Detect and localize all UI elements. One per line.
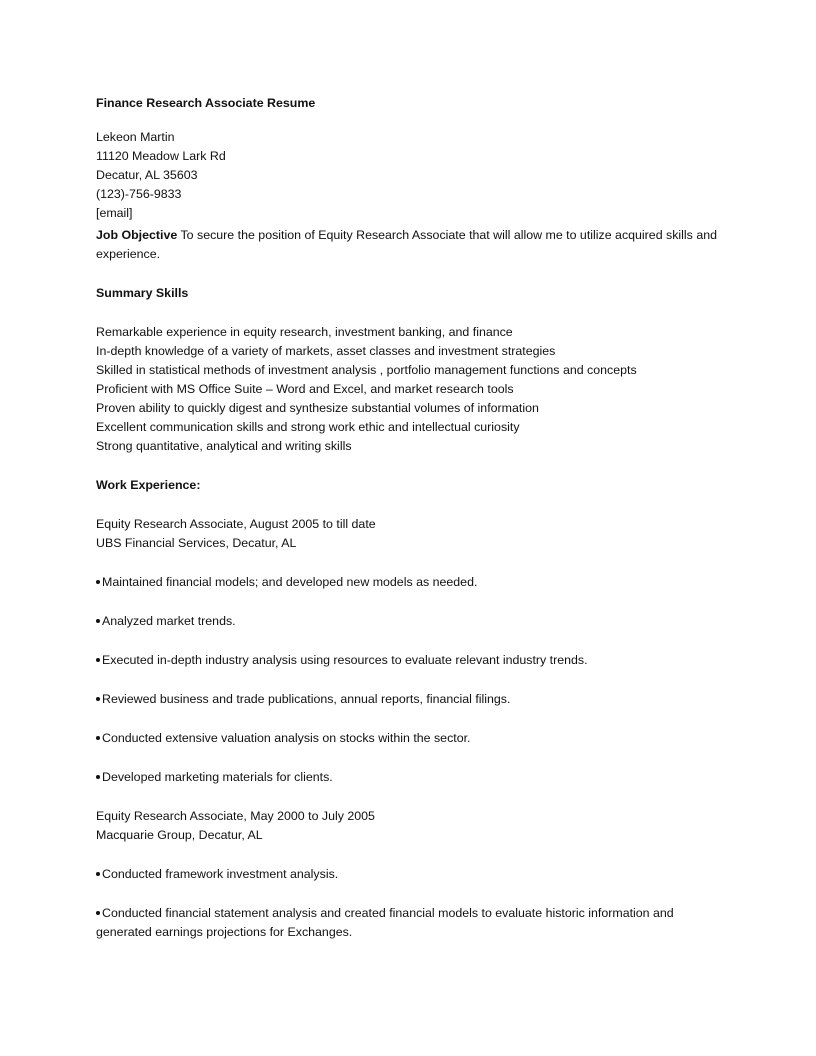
skill-item: Skilled in statistical methods of investment analysis , portfolio management functions and concepts	[96, 363, 637, 377]
job-bullet-text: Reviewed business and trade publications, annual reports, financial filings.	[102, 692, 511, 706]
bullet-icon	[96, 580, 100, 584]
spacer	[96, 631, 726, 651]
skill-item: Remarkable experience in equity research, investment banking, and finance	[96, 325, 513, 339]
contact-street: 11120 Meadow Lark Rd	[96, 149, 226, 163]
job-company: Macquarie Group, Decatur, AL	[96, 828, 263, 842]
job-bullet-text: Executed in-depth industry analysis using resources to evaluate relevant industry trends.	[102, 653, 588, 667]
spacer	[96, 456, 726, 476]
job-bullet	[96, 651, 726, 670]
resume-content	[96, 94, 726, 942]
spacer	[96, 264, 726, 284]
job-bullet	[96, 729, 726, 748]
job-bullet-text: Conducted financial statement analysis and created financial models to evaluate historic information and generated earnings projections for Exchanges.	[96, 906, 674, 939]
spacer	[96, 592, 726, 612]
contact-name: Lekeon Martin	[96, 130, 175, 144]
spacer	[96, 670, 726, 690]
contact-email: [email]	[96, 206, 133, 220]
bullet-icon	[96, 658, 100, 662]
job-objective	[96, 226, 726, 264]
skill-item: Excellent communication skills and strong work ethic and intellectual curiosity	[96, 420, 520, 434]
spacer	[96, 787, 726, 807]
job-bullet	[96, 612, 726, 631]
spacer	[96, 303, 726, 323]
job-company: UBS Financial Services, Decatur, AL	[96, 536, 297, 550]
job-bullet	[96, 690, 726, 709]
job-bullet	[96, 865, 726, 884]
bullet-icon	[96, 736, 100, 740]
bullet-icon	[96, 872, 100, 876]
spacer	[96, 495, 726, 515]
experience-heading: Work Experience:	[96, 478, 201, 492]
job-bullet-text: Maintained financial models; and developed new models as needed.	[102, 575, 478, 589]
job-entry	[96, 807, 726, 942]
job-entry	[96, 515, 726, 787]
skill-item: In-depth knowledge of a variety of markets, asset classes and investment strategies	[96, 344, 556, 358]
job-bullet	[96, 768, 726, 787]
skills-list	[96, 323, 726, 456]
job-bullet-text: Analyzed market trends.	[102, 614, 236, 628]
job-objective-label: Job Objective	[96, 228, 178, 242]
skill-item: Proficient with MS Office Suite – Word and Excel, and market research tools	[96, 382, 514, 396]
spacer	[96, 845, 726, 865]
job-bullet-text: Conducted extensive valuation analysis on stocks within the sector.	[102, 731, 471, 745]
bullet-icon	[96, 697, 100, 701]
skills-heading: Summary Skills	[96, 286, 189, 300]
job-bullet-text: Conducted framework investment analysis.	[102, 867, 339, 881]
job-role: Equity Research Associate, August 2005 to till date	[96, 517, 376, 531]
job-role: Equity Research Associate, May 2000 to July 2005	[96, 809, 375, 823]
job-bullet	[96, 573, 726, 592]
job-bullet-text: Developed marketing materials for clients.	[102, 770, 333, 784]
job-objective-text: To secure the position of Equity Research Associate that will allow me to utilize acquired skills and experience.	[96, 228, 717, 261]
spacer	[96, 709, 726, 729]
skill-item: Proven ability to quickly digest and synthesize substantial volumes of information	[96, 401, 539, 415]
contact-city: Decatur, AL 35603	[96, 168, 198, 182]
contact-phone: (123)-756-9833	[96, 187, 182, 201]
spacer	[96, 553, 726, 573]
bullet-icon	[96, 911, 100, 915]
spacer	[96, 884, 726, 904]
document-title: Finance Research Associate Resume	[96, 96, 316, 110]
spacer	[96, 748, 726, 768]
skill-item: Strong quantitative, analytical and writing skills	[96, 439, 352, 453]
bullet-icon	[96, 775, 100, 779]
bullet-icon	[96, 619, 100, 623]
job-bullet	[96, 904, 726, 942]
